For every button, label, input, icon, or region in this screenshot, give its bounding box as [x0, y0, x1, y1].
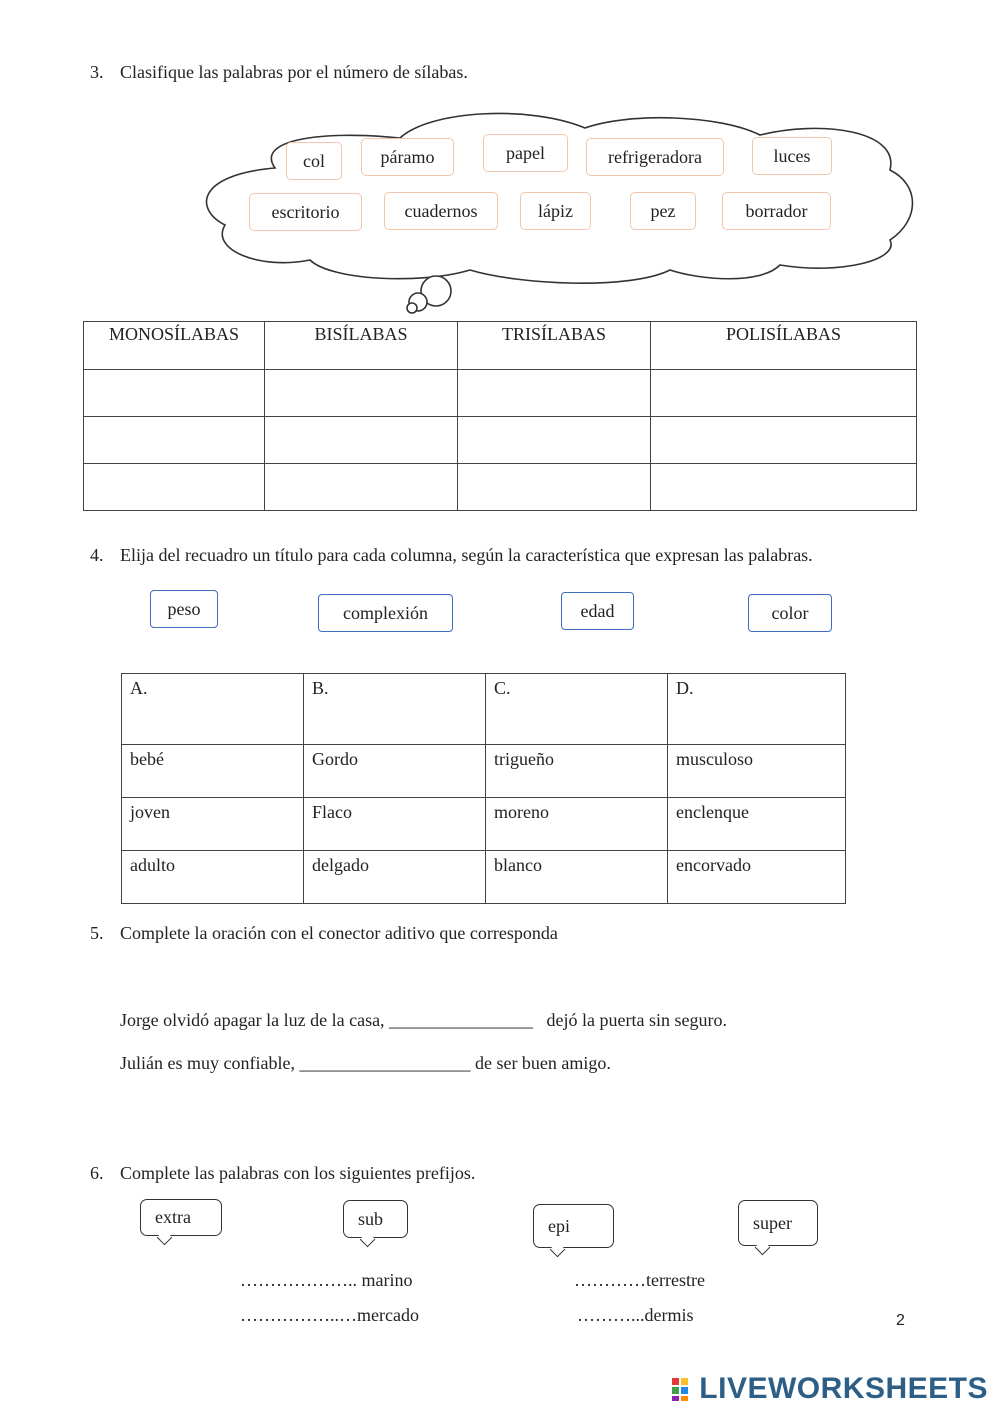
table-cell: enclenque	[668, 798, 846, 851]
table-row	[84, 417, 917, 464]
column-header: BISÍLABAS	[265, 322, 458, 370]
word-chip[interactable]: papel	[483, 134, 568, 172]
word-chip[interactable]: luces	[752, 137, 832, 175]
column-header[interactable]: A.	[122, 674, 304, 745]
column-header[interactable]: C.	[486, 674, 668, 745]
table-cell: trigueño	[486, 745, 668, 798]
table-row	[122, 851, 846, 904]
brand-logo-icon	[671, 1376, 697, 1402]
question-text: Clasifique las palabras por el número de sílabas.	[120, 62, 468, 82]
title-option[interactable]: edad	[561, 592, 634, 630]
answer-cell[interactable]	[265, 464, 458, 511]
word-chip[interactable]: pez	[630, 192, 696, 230]
question-4	[90, 545, 813, 566]
characteristic-table	[121, 673, 846, 904]
title-option[interactable]: complexión	[318, 594, 453, 632]
question-number: 4.	[90, 545, 104, 565]
table-cell: encorvado	[668, 851, 846, 904]
table-cell: musculoso	[668, 745, 846, 798]
page-number: 2	[896, 1312, 905, 1329]
column-header[interactable]: D.	[668, 674, 846, 745]
question-6	[90, 1163, 475, 1184]
question-number: 6.	[90, 1163, 104, 1183]
column-header: TRISÍLABAS	[458, 322, 651, 370]
answer-cell[interactable]	[651, 464, 917, 511]
prefix-bubble[interactable]: extra	[140, 1199, 222, 1236]
table-row	[84, 370, 917, 417]
word-chip[interactable]: escritorio	[249, 193, 362, 231]
question-text: Complete la oración con el conector aditivo que corresponda	[120, 923, 558, 943]
table-cell: Gordo	[304, 745, 486, 798]
answer-cell[interactable]	[651, 417, 917, 464]
question-text: Complete las palabras con los siguientes prefijos.	[120, 1163, 476, 1183]
blank-word[interactable]: ……………….. marino	[240, 1270, 413, 1290]
column-header[interactable]: B.	[304, 674, 486, 745]
column-header: POLISÍLABAS	[651, 322, 917, 370]
answer-cell[interactable]	[458, 370, 651, 417]
brand-footer	[671, 1372, 988, 1406]
syllable-table	[83, 321, 917, 511]
prefix-bubble[interactable]: sub	[343, 1200, 408, 1238]
question-text: Elija del recuadro un título para cada columna, según la característica que expresan las palabras.	[120, 545, 813, 565]
question-number: 5.	[90, 923, 104, 943]
table-cell: adulto	[122, 851, 304, 904]
answer-cell[interactable]	[84, 417, 265, 464]
brand-name: LIVEWORKSHEETS	[699, 1372, 988, 1405]
column-header: MONOSÍLABAS	[84, 322, 265, 370]
table-cell: joven	[122, 798, 304, 851]
sentence-2[interactable]: Julián es muy confiable, ___________________ de ser buen amigo.	[120, 1053, 611, 1073]
blank-word[interactable]: …………terrestre	[574, 1270, 705, 1290]
blank-word[interactable]: ………...dermis	[577, 1305, 694, 1325]
answer-cell[interactable]	[84, 464, 265, 511]
table-row	[122, 798, 846, 851]
answer-cell[interactable]	[265, 417, 458, 464]
word-chip[interactable]: lápiz	[520, 192, 591, 230]
word-chip[interactable]: refrigeradora	[586, 138, 724, 176]
table-cell: blanco	[486, 851, 668, 904]
word-chip[interactable]: páramo	[361, 138, 454, 176]
word-chip[interactable]: col	[286, 142, 342, 180]
prefix-bubble[interactable]: epi	[533, 1204, 614, 1248]
answer-cell[interactable]	[84, 370, 265, 417]
question-3	[90, 62, 468, 83]
title-option[interactable]: peso	[150, 590, 218, 628]
table-cell: moreno	[486, 798, 668, 851]
sentence-1[interactable]: Jorge olvidó apagar la luz de la casa, ________________ dejó la puerta sin seguro.	[120, 1010, 728, 1030]
word-chip[interactable]: borrador	[722, 192, 831, 230]
table-row	[84, 464, 917, 511]
answer-cell[interactable]	[458, 464, 651, 511]
table-cell: Flaco	[304, 798, 486, 851]
answer-cell[interactable]	[458, 417, 651, 464]
blank-word[interactable]: ……………..…mercado	[240, 1305, 419, 1325]
question-5	[90, 923, 558, 944]
table-cell: bebé	[122, 745, 304, 798]
question-number: 3.	[90, 62, 104, 82]
word-chip[interactable]: cuadernos	[384, 192, 498, 230]
answer-cell[interactable]	[651, 370, 917, 417]
title-option[interactable]: color	[748, 594, 832, 632]
table-cell: delgado	[304, 851, 486, 904]
table-row	[122, 745, 846, 798]
answer-cell[interactable]	[265, 370, 458, 417]
prefix-bubble[interactable]: super	[738, 1200, 818, 1246]
